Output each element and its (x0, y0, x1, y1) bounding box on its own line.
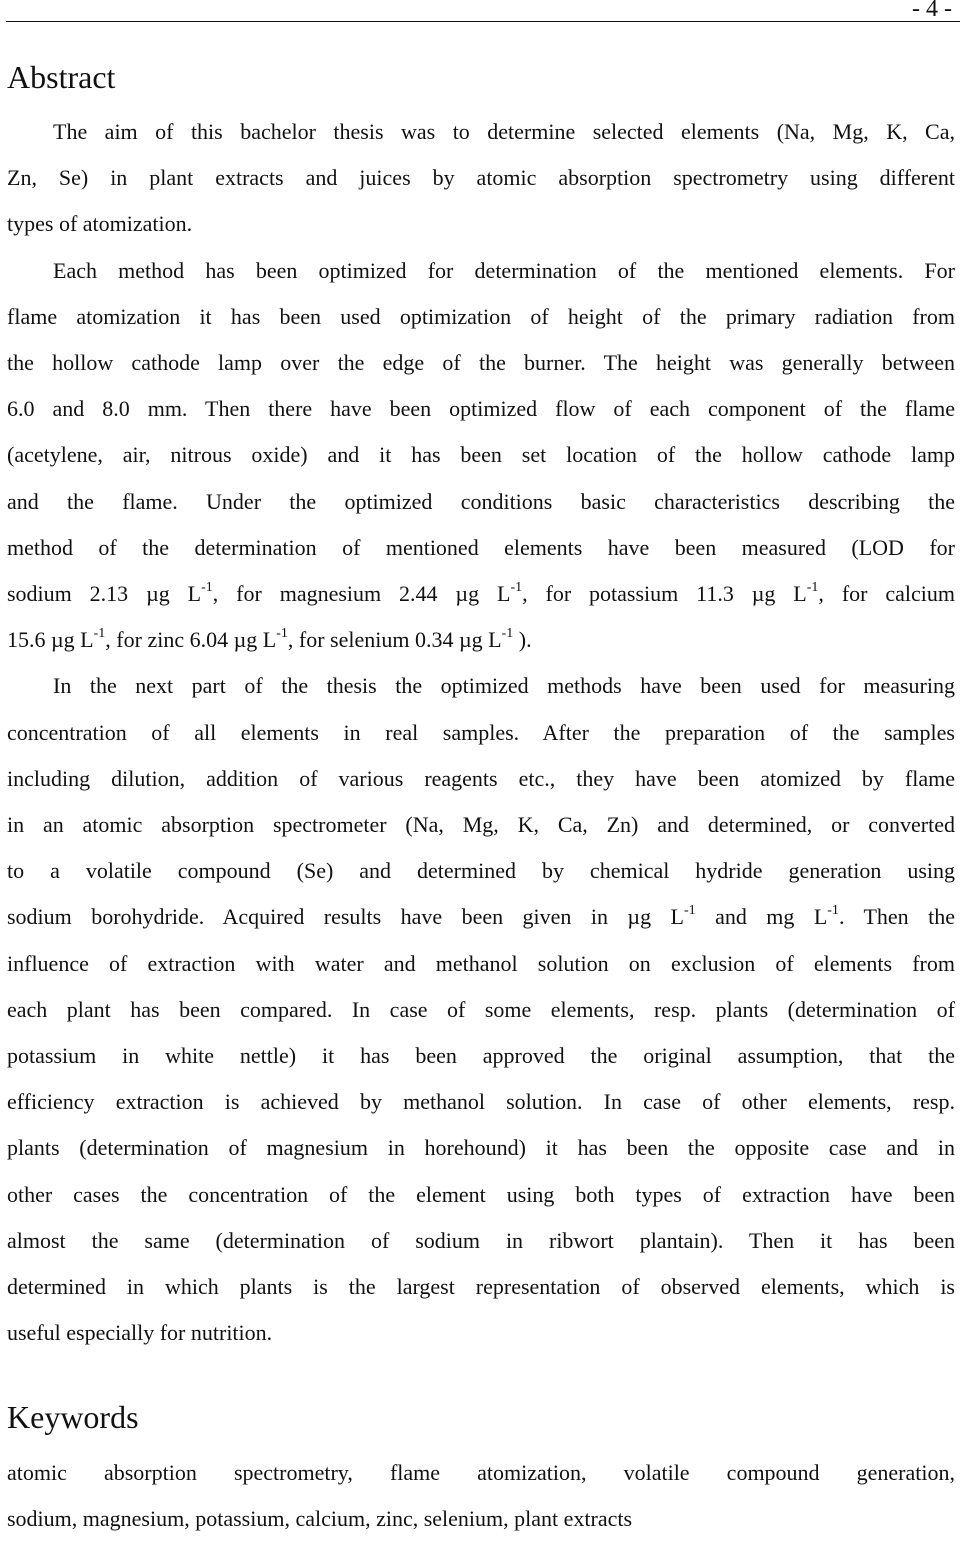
lod-line (7, 617, 955, 663)
text-line: almost the same (determination of sodium in ribwort plantain). Then it has been (7, 1227, 955, 1253)
keywords-line: sodium, magnesium, potassium, calcium, zinc, selenium, plant extracts (7, 1506, 633, 1532)
keywords-heading: Keywords (7, 1399, 139, 1435)
text-line: the hollow cathode lamp over the edge of the burner. The height was generally between (7, 350, 955, 376)
lod-line (7, 571, 955, 617)
text-line: to a volatile compound (Se) and determined by chemical hydride generation using (7, 858, 955, 884)
units-text: . Then the (838, 904, 955, 930)
text-line: 6.0 and 8.0 mm. Then there have been optimized flow of each component of the flame (7, 396, 955, 422)
keywords-body (7, 1450, 955, 1542)
text-line: in an atomic absorption spectrometer (Na, Mg, K, Ca, Zn) and determined, or converted (7, 812, 955, 838)
superscript: -1 (827, 903, 839, 919)
abstract-paragraph-3 (7, 663, 955, 1356)
keywords-line: atomic absorption spectrometry, flame atomization, volatile compound generation, (7, 1460, 955, 1485)
superscript: -1 (510, 580, 523, 596)
text-line: types of atomization. (7, 211, 193, 237)
text-line: Zn, Se) in plant extracts and juices by atomic absorption spectrometry using different (7, 165, 955, 191)
lod-text: ). (513, 627, 532, 653)
text-line: The aim of this bachelor thesis was to determine selected elements (Na, Mg, K, Ca, (53, 119, 955, 144)
abstract-body (7, 109, 955, 1356)
text-line: potassium in white nettle) it has been approved the original assumption, that the (7, 1043, 955, 1069)
text-line: Each method has been optimized for determination of the mentioned elements. For (53, 257, 955, 283)
abstract-heading: Abstract (7, 59, 116, 95)
text-line: flame atomization it has been used optimization of height of the primary radiation from (7, 303, 955, 329)
superscript: -1 (683, 903, 696, 919)
units-text: sodium borohydride. Acquired results have been given in µg L (7, 904, 684, 930)
superscript: -1 (93, 626, 106, 642)
units-line (7, 894, 955, 940)
text-line: efficiency extraction is achieved by methanol solution. In case of other elements, resp. (7, 1089, 955, 1115)
lod-text: , for selenium 0.34 µg L (287, 627, 502, 653)
lod-text: , for zinc 6.04 µg L (105, 627, 277, 653)
text-line: (acetylene, air, nitrous oxide) and it has been set location of the hollow cathode lamp (7, 442, 955, 468)
units-text: and mg L (695, 904, 828, 930)
abstract-paragraph-2 (7, 248, 955, 664)
header-rule (6, 21, 960, 22)
text-line: each plant has been compared. In case of some elements, resp. plants (determination of (7, 996, 955, 1022)
page-number: - 4 - (912, 0, 952, 22)
superscript: -1 (501, 626, 514, 642)
text-line: plants (determination of magnesium in horehound) it has been the opposite case and in (7, 1135, 955, 1161)
text-line: determined in which plants is the largest representation of observed elements, which is (7, 1274, 955, 1300)
text-line: useful especially for nutrition. (7, 1320, 273, 1346)
lod-text: , for potassium 11.3 µg L (522, 581, 807, 607)
lod-text: , for magnesium 2.44 µg L (212, 581, 511, 607)
superscript: -1 (806, 580, 819, 596)
text-line: and the flame. Under the optimized conditions basic characteristics describing the (7, 488, 955, 514)
text-line: other cases the concentration of the element using both types of extraction have been (7, 1181, 955, 1207)
keywords-paragraph (7, 1450, 955, 1542)
lod-text: sodium 2.13 µg L (7, 581, 202, 607)
abstract-paragraph-1 (7, 109, 955, 248)
lod-text: , for calcium (818, 581, 955, 607)
superscript: -1 (276, 626, 288, 642)
text-line: including dilution, addition of various reagents etc., they have been atomized by flame (7, 765, 955, 791)
text-line: In the next part of the thesis the optimized methods have been used for measuring (53, 673, 955, 699)
lod-text: 15.6 µg L (7, 627, 94, 653)
text-line: method of the determination of mentioned elements have been measured (LOD for (7, 534, 955, 560)
text-line: influence of extraction with water and methanol solution on exclusion of elements from (7, 950, 955, 976)
superscript: -1 (201, 580, 213, 596)
text-line: concentration of all elements in real samples. After the preparation of the samples (7, 719, 955, 745)
